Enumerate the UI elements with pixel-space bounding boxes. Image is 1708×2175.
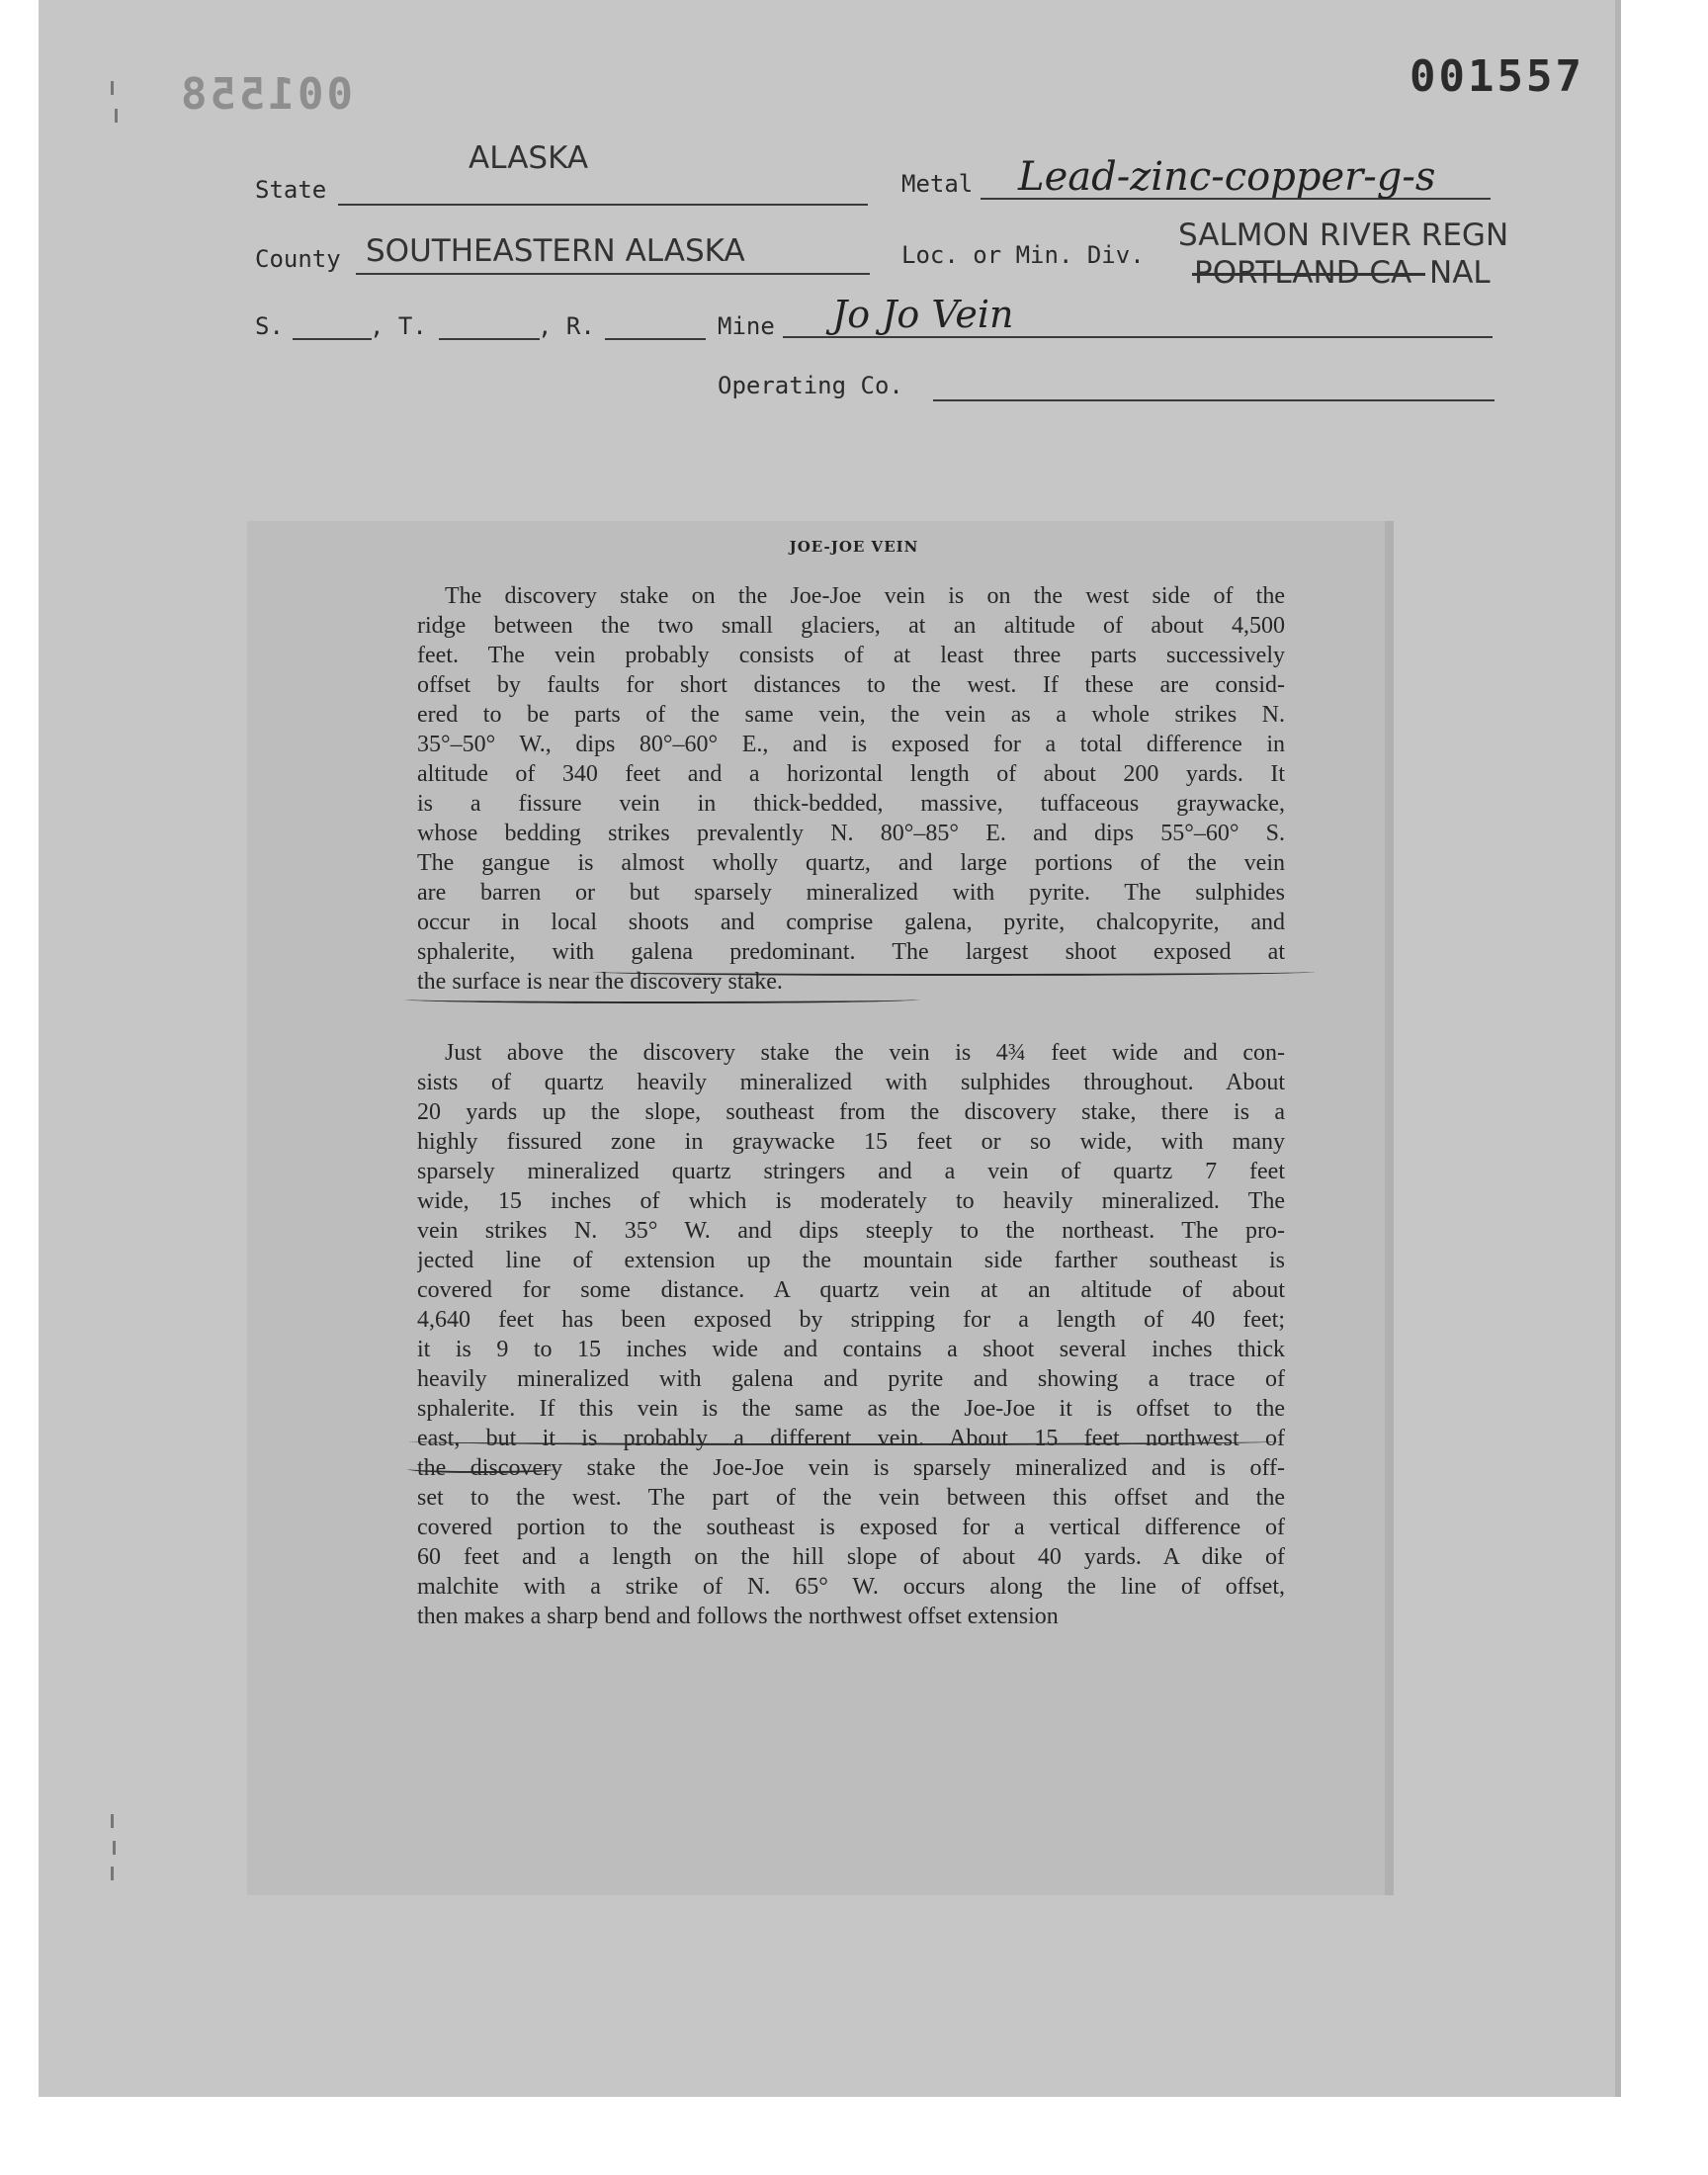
scan-mark xyxy=(111,1814,114,1828)
scan-mark xyxy=(113,1841,116,1855)
text-line: 60 feet and a length on the hill slope of about 40 yards. A dike of xyxy=(417,1544,1285,1570)
text-line: sphalerite, with galena predominant. The largest shoot exposed at xyxy=(417,939,1285,965)
text-line: is a fissure vein in thick-bedded, massive, tuffaceous graywacke, xyxy=(417,791,1285,817)
division-value-current: SALMON RIVER REGN xyxy=(1178,218,1509,253)
text-line: sphalerite. If this vein is the same as the Joe-Joe it is offset to the xyxy=(417,1396,1285,1422)
county-label: County xyxy=(255,245,341,273)
state-label: State xyxy=(255,176,327,204)
text-line: the discovery stake the Joe-Joe vein is sparsely mineralized and is off- xyxy=(417,1455,1285,1481)
text-line: sparsely mineralized quartz stringers and a vein of quartz 7 feet xyxy=(417,1159,1285,1184)
serial-number: 001557 xyxy=(1409,51,1584,102)
text-line: The gangue is almost wholly quartz, and large portions of the vein xyxy=(417,850,1285,876)
text-line: ered to be parts of the same vein, the vein as a whole strikes N. xyxy=(417,702,1285,728)
text-line: covered portion to the southeast is exposed for a vertical difference of xyxy=(417,1515,1285,1540)
mine-label: Mine xyxy=(718,312,775,340)
text-line: heavily mineralized with galena and pyrite and showing a trace of xyxy=(417,1366,1285,1392)
section-label: S. xyxy=(255,312,284,340)
text-line: whose bedding strikes prevalently N. 80°–85° E. and dips 55°–60° S. xyxy=(417,821,1285,846)
township-label: , T. xyxy=(370,312,427,340)
text-line: ridge between the two small glaciers, at an altitude of about 4,500 xyxy=(417,613,1285,639)
text-line: are barren or but sparsely mineralized with pyrite. The sulphides xyxy=(417,880,1285,906)
metal-value: Lead-zinc-copper-g-s xyxy=(1018,154,1436,200)
text-line: jected line of extension up the mountain side farther southeast is xyxy=(417,1248,1285,1273)
section-line xyxy=(293,338,372,340)
text-line: 4,640 feet has been exposed by stripping for a length of 40 feet; xyxy=(417,1307,1285,1333)
strikethrough-line xyxy=(1192,273,1425,276)
mine-value: Jo Jo Vein xyxy=(832,293,1014,336)
township-line xyxy=(439,338,540,340)
text-line: the surface is near the discovery stake. xyxy=(417,969,783,995)
text-line: feet. The vein probably consists of at least three parts successively xyxy=(417,643,1285,668)
text-line: east, but it is probably a different vein. About 15 feet northwest of xyxy=(417,1426,1285,1451)
text-line: Just above the discovery stake the vein is 4¾ feet wide and con- xyxy=(445,1040,1285,1066)
scan-mark xyxy=(111,1867,114,1880)
mine-line xyxy=(783,336,1493,338)
operating-company-line xyxy=(933,399,1494,401)
text-line: 35°–50° W., dips 80°–60° E., and is exposed for a total difference in xyxy=(417,732,1285,757)
scan-edge-shadow xyxy=(1615,0,1621,2097)
text-line: malchite with a strike of N. 65° W. occurs along the line of offset, xyxy=(417,1574,1285,1600)
text-line: offset by faults for short distances to the west. If these are consid- xyxy=(417,672,1285,698)
range-line xyxy=(605,338,706,340)
article-heading: JOE-JOE VEIN xyxy=(789,538,919,556)
mirrored-serial-number: 001558 xyxy=(178,69,353,120)
operating-company-label: Operating Co. xyxy=(718,372,903,399)
division-label: Loc. or Min. Div. xyxy=(901,241,1145,269)
text-line: then makes a sharp bend and follows the northwest offset extension xyxy=(417,1604,1059,1629)
handwritten-underline xyxy=(593,968,1315,976)
metal-label: Metal xyxy=(901,170,974,198)
text-line: 20 yards up the slope, southeast from the discovery stake, there is a xyxy=(417,1099,1285,1125)
text-line: highly fissured zone in graywacke 15 feet or so wide, with many xyxy=(417,1129,1285,1155)
scan-mark xyxy=(111,81,114,95)
state-line xyxy=(338,204,868,206)
text-line: altitude of 340 feet and a horizontal length of about 200 yards. It xyxy=(417,761,1285,787)
text-line: wide, 15 inches of which is moderately to heavily mineralized. The xyxy=(417,1188,1285,1214)
text-line: vein strikes N. 35° W. and dips steeply to the northeast. The pro- xyxy=(417,1218,1285,1244)
article-paragraph-2 xyxy=(417,1038,1285,1631)
clipping-edge-shadow xyxy=(1385,521,1394,1895)
handwritten-underline xyxy=(405,996,919,1003)
text-line: it is 9 to 15 inches wide and contains a shoot several inches thick xyxy=(417,1337,1285,1362)
county-value: SOUTHEASTERN ALASKA xyxy=(366,233,745,269)
text-line: sists of quartz heavily mineralized with sulphides throughout. About xyxy=(417,1070,1285,1095)
state-value: ALASKA xyxy=(469,140,589,176)
scan-mark xyxy=(115,109,118,123)
text-line: occur in local shoots and comprise galena, pyrite, chalcopyrite, and xyxy=(417,910,1285,935)
text-line: covered for some distance. A quartz vein at an altitude of about xyxy=(417,1277,1285,1303)
handwritten-underline xyxy=(407,1465,555,1473)
county-line xyxy=(356,273,870,275)
handwritten-underline xyxy=(409,1437,1279,1445)
text-line: The discovery stake on the Joe-Joe vein is on the west side of the xyxy=(445,583,1285,609)
text-line: set to the west. The part of the vein between this offset and the xyxy=(417,1485,1285,1511)
division-value-remainder: NAL xyxy=(1429,255,1491,291)
division-value-struck: PORTLAND CA xyxy=(1194,255,1412,291)
article-paragraph-1 xyxy=(417,581,1285,997)
range-label: , R. xyxy=(538,312,595,340)
